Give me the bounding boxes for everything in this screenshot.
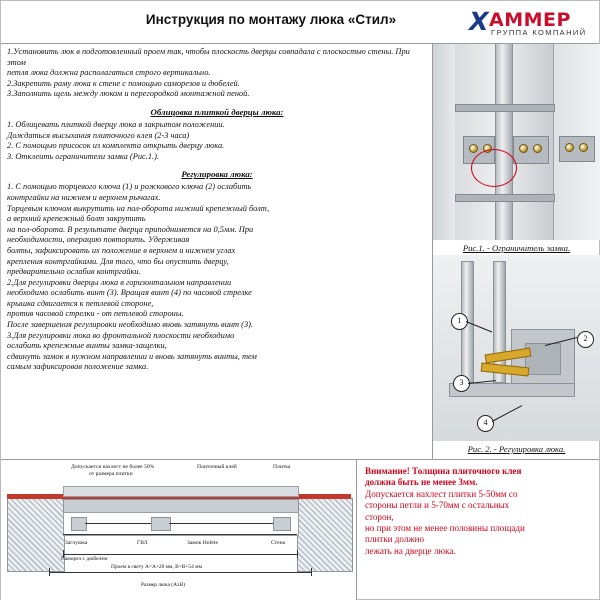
instructions-column bbox=[1, 44, 433, 459]
warning-line-2: должна быть не менее 3мм. bbox=[365, 477, 478, 488]
fig1-bolt bbox=[565, 143, 574, 152]
mounting-steps bbox=[7, 47, 427, 100]
adjust-line: предварительно ослабив контргайки. bbox=[7, 267, 141, 277]
adjust-line: необходимо ослабить винт (3). Вращая винт (4) по часовой стрелке bbox=[7, 288, 252, 298]
fig2-callout-1: 1 bbox=[451, 313, 468, 330]
adjustment-steps bbox=[7, 182, 427, 373]
diagram-label-overhang: Допускается нахлест не более 50% bbox=[71, 464, 155, 470]
warning-line-6: но при этом не менее половины площади bbox=[365, 523, 525, 534]
adjust-line: 1. С помощью торцевого ключа (1) и рожкового ключа (2) ослабить bbox=[7, 182, 252, 192]
diagram-label-lock: Замок Hofele bbox=[187, 540, 218, 546]
adjust-line: необходимости, операцию повторить. Удерживая bbox=[7, 235, 190, 245]
diagram-dim-line-opening bbox=[63, 554, 297, 555]
tiling-line: 2. С помощью присосок из комплекта открыть дверцу люка. bbox=[7, 141, 225, 151]
diagram-label-glue: Плиточный клей bbox=[197, 464, 237, 470]
adjust-line: Торцевым ключом выкрутить на пол-оборота нижний крепежный болт, bbox=[7, 203, 270, 213]
fig1-wall-left bbox=[433, 44, 456, 240]
adjust-line: болты, зафиксировать их положение в верхнем и нижнем углах bbox=[7, 245, 236, 255]
bottom-area bbox=[1, 460, 599, 600]
figure-1-lock-limiter-photo bbox=[433, 44, 600, 240]
diagram-label-wall: Стена bbox=[271, 540, 286, 546]
fig1-bolt bbox=[519, 144, 528, 153]
fig1-bolt bbox=[469, 144, 478, 153]
adjust-line: После завершения регулировки необходимо вновь затянуть винт (3). bbox=[7, 320, 254, 330]
body-area bbox=[1, 44, 599, 460]
warning-line-7: плитки должно bbox=[365, 534, 425, 545]
warning-line-4: стороны петли и 5-70мм с остальных bbox=[365, 500, 510, 511]
adjust-line: сдвинуть замок в нужном направлении и вновь затянуть винты, тем bbox=[7, 351, 257, 361]
diagram-label-overhang-2: от размера плитки bbox=[89, 471, 133, 477]
warning-block bbox=[357, 460, 600, 600]
warning-line-1: Внимание! Толщина плиточного клея bbox=[365, 466, 522, 476]
fig1-highlight-ellipse bbox=[471, 149, 517, 187]
adjust-line: крышка сдвигается к петлевой стороне, bbox=[7, 298, 154, 308]
page-title: Инструкция по монтажу люка «Стил» bbox=[145, 12, 397, 27]
section-title-tiling: Облицовка плиткой дверцы люка: bbox=[150, 106, 284, 117]
warning-line-3: Допускается нахлест плитки 5-50мм со bbox=[365, 488, 518, 499]
diagram-label-tile: Плитка bbox=[273, 464, 291, 470]
step-1-line-2: петля люка должна располагаться строго вертикально. bbox=[7, 68, 211, 78]
adjust-line: против часовой стрелки - от петлевой стороны. bbox=[7, 309, 184, 319]
adjust-line: на пол-оборота. В результате дверца приподнимется на 0,5мм. При bbox=[7, 224, 254, 234]
figure-2-caption: Рис. 2. - Регулировка люка. bbox=[467, 444, 566, 454]
step-3: 3.Заполнить щель между люком и перегородкой монтажной пеной. bbox=[7, 89, 250, 99]
diagram-rod-left bbox=[85, 523, 151, 524]
diagram-label-screw: Саморез с дюбелем bbox=[61, 556, 108, 562]
diagram-stub-right bbox=[273, 517, 291, 531]
diagram-lock bbox=[151, 517, 171, 531]
figures-column bbox=[433, 44, 600, 459]
tiling-line: 1. Облицевать плиткой дверцу люка в закрытом положении. bbox=[7, 119, 225, 129]
company-logo bbox=[465, 7, 591, 39]
diagram-label-gvl: ГВЛ bbox=[137, 540, 148, 546]
adjust-line: ослабить крепежные винты замка-защелки, bbox=[7, 341, 167, 351]
diagram-tile bbox=[63, 486, 299, 497]
adjust-line: самым зафиксировав положение замка. bbox=[7, 362, 149, 372]
fig2-callout-2: 2 bbox=[577, 331, 594, 348]
adjust-line: крепления контргайками. Для того, что бы опустить дверцу, bbox=[7, 256, 229, 266]
diagram-dim-size: Размер люка (AxB) bbox=[141, 582, 186, 588]
diagram-dim-line-size bbox=[49, 572, 311, 573]
diagram-door-panel bbox=[63, 499, 299, 513]
diagram-dim-tick-right bbox=[297, 550, 298, 558]
diagram-rod-right bbox=[169, 523, 273, 524]
tiling-line: 3. Отклеить ограничители замка (Рис.1.). bbox=[7, 151, 159, 161]
logo-subtitle: ГРУППА КОМПАНИЙ bbox=[491, 28, 587, 37]
adjust-line: 3.Для регулировки люка во фронтальной плоскости необходимо bbox=[7, 330, 235, 340]
fig1-vertical-post bbox=[495, 44, 513, 240]
diagram-dim-opening: Проем в свету A=A+20 мм, B=B+54 мм bbox=[111, 564, 202, 570]
fig1-bolt bbox=[533, 144, 542, 153]
fig2-mount-plate-inner bbox=[525, 343, 561, 375]
cross-section-diagram bbox=[1, 460, 357, 600]
section-title-adjustment: Регулировка люка: bbox=[181, 169, 253, 180]
adjust-line: 2.Для регулировки дверцы люка в горизонтальном направлении bbox=[7, 277, 232, 287]
logo-x-mark: X bbox=[465, 7, 492, 36]
diagram-canvas bbox=[1, 460, 356, 600]
warning-line-8: лежать на дверце люка. bbox=[365, 545, 456, 556]
tiling-line: Дождаться высыхания плиточного клея (2-3 часа) bbox=[7, 130, 190, 140]
diagram-label-stub: Заглушка bbox=[65, 540, 88, 546]
fig1-frame-bar-bottom bbox=[455, 194, 555, 202]
step-1-line-1: 1.Установить люк в подготовленный проем так, чтобы плоскость дверцы совпадала с плоскостью стены. При этом bbox=[7, 47, 410, 67]
fig1-frame-bar-top bbox=[455, 104, 555, 112]
figure-2-adjustment-photo bbox=[433, 255, 600, 441]
logo-wordmark: АММЕР bbox=[489, 9, 571, 31]
diagram-wall-left bbox=[7, 498, 65, 572]
diagram-wall-right bbox=[297, 498, 353, 572]
diagram-dim-tick-right2 bbox=[311, 568, 312, 576]
warning-line-5: сторон, bbox=[365, 511, 394, 522]
fig2-callout-3: 3 bbox=[453, 375, 470, 392]
tiling-steps bbox=[7, 120, 427, 162]
fig1-bolt bbox=[579, 143, 588, 152]
step-2: 2.Закрепить раму люка к стене с помощью саморезов и дюбелей. bbox=[7, 78, 240, 88]
page-header bbox=[1, 1, 599, 44]
adjust-line: контргайки на нижнем и верхнем рычагах. bbox=[7, 192, 161, 202]
diagram-stub-left bbox=[71, 517, 87, 531]
diagram-baseline bbox=[63, 534, 297, 535]
adjust-line: а верхний крепежный болт закрутить bbox=[7, 214, 146, 224]
fig2-callout-4: 4 bbox=[477, 415, 494, 432]
diagram-frame-cavity bbox=[63, 512, 299, 536]
figure-1-caption: Рис.1. - Ограничитель замка. bbox=[462, 243, 571, 253]
